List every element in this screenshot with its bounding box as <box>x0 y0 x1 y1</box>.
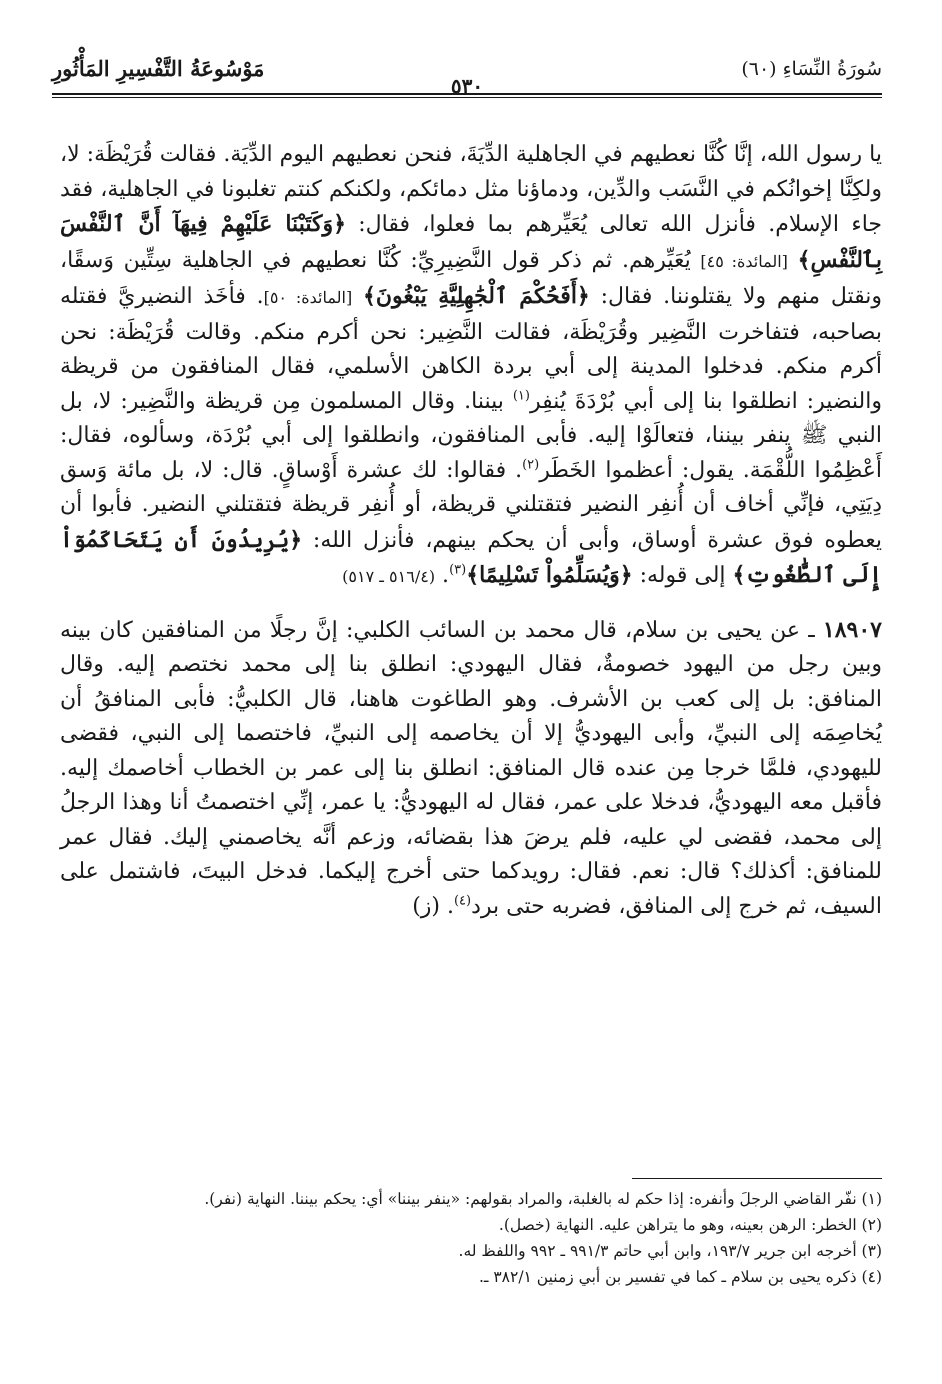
text-segment: بيننا. وقال المسلمون مِن قريظة والنَّضِير: لا، بل النبي ﷺ ينفر بيننا، فتعالَوْا إليه. فأبى المنافقون، وانطلقوا إلى أبي بُرْدَة، وسألوه، فقال: أَعْظِمُوا اللُّقْمَة. يقول: أعظموا الخَطَر <box>60 388 882 483</box>
footnote-1: (١) نفّر القاضي الرجلَ وأنفره: إذا حكم له بالغلبة، والمراد بقولهم: «ينفر بيننا» أي: يحكم بيننا. النهاية (نفر). <box>204 1190 882 1208</box>
footnote-marker[interactable]: (١) <box>512 388 530 404</box>
verse-reference: [المائدة: ٥٠] <box>263 288 353 307</box>
narration-entry <box>60 613 882 925</box>
footnote-2: (٢) الخطر: الرهن بعينه، وهو ما يتراهن عليه. النهاية (خصل). <box>498 1216 882 1234</box>
verse-reference: [المائدة: ٤٥] <box>700 251 788 271</box>
header-rule <box>52 93 882 95</box>
text-segment: إلى قوله: <box>632 563 733 588</box>
series-title: مَوْسُوعَةُ التَّفْسِيرِ المَأْثُورِ <box>52 56 265 81</box>
source-reference: (٥١٦/٤ ـ ٥١٧) <box>342 567 436 586</box>
footnote-divider <box>632 1178 882 1179</box>
footnote-marker[interactable]: (٢) <box>522 457 540 473</box>
surah-title: سُورَةُ النِّسَاءِ (٦٠) <box>741 58 882 80</box>
quran-verse: ﴿أَفَحُكْمَ ٱلْجَٰهِلِيَّةِ يَبْغُونَ﴾ <box>362 283 590 309</box>
main-text <box>60 138 882 924</box>
text-segment: يُعَيِّرهم. ثم ذكر قول النَّضِيرِيِّ: كُنَّا نعطيهم في الجاهلية سِتِّين وَسقًا، ونقتل منهم ولا يقتلوننا. فقال: <box>60 247 882 309</box>
text-segment: . (ز) <box>412 893 454 919</box>
page-number: ٥٣٠ <box>450 74 484 98</box>
entry-number: ١٨٩٠٧ <box>822 616 882 643</box>
text-segment: يا رسول الله، إنَّا كُنَّا نعطيهم في الجاهلية الدِّيَةَ، فنحن نعطيهم اليوم الدِّيَة. فقالت قُرَيْظَة: لا، ولكِنَّا إخوانُكم في النَّسَب والدِّين، ودماؤنا مثل دمائكم، ولكنكم كنتم تغلبونا في الجاهلية، فقد جاء الإسلام. فأنزل الله تعالى يُعَيِّرهم بما فعلوا، فقال: <box>60 142 882 237</box>
paragraph-continued <box>60 138 882 595</box>
footnote-4: (٤) ذكره يحيى بن سلام ـ كما في تفسير بن أبي زمنين ٣٨٢/١ ـ. <box>478 1268 882 1286</box>
footnote-marker[interactable]: (٤) <box>453 893 472 909</box>
quran-verse: ﴿وَكَتَبْنَا عَلَيْهِمْ فِيهَآ أَنَّ ٱلنَّفْسَ بِٱلنَّفْسِ﴾ <box>60 211 883 273</box>
text-segment: ـ عن يحيى بن سلام، قال محمد بن السائب الكلبي: إنَّ رجلًا من المنافقين كان بينه وبين رجل من اليهود خصومةٌ، فقال اليهودي: انطلق بنا إلى محمد نختصم إليه. وقال المنافق: بل إلى كعب بن الأشرف. وهو الطاغوت هاهنا، قال الكلبيُّ: فأبى المنافقُ أن يُخاصِمَه إلى النبيِّ، وأبى اليهوديُّ إلا أن يخاصمه إلى النبيِّ، فاختصما إلى النبي، فقضى لليهودي، فلمَّا خرجا مِن عنده قال المنافق: انطلق بنا إلى عمر بن الخطاب أخاصمك إليه. فأقبل معه اليهوديُّ، فدخلا على عمر، فقال له اليهوديُّ: يا عمر، إنِّي اختصمتُ أنا وهذا الرجلُ إلى محمد، فقضى لي عليه، فلم يرضَ هذا بقضائه، وزعم أنَّه يخاصمني إليك. فقال عمر للمنافق: أكذلك؟ قال: نعم. فقال: رويدكما حتى أخرج إليكما. فدخل البيتَ، فاشتمل على السيف، ثم خرج إلى المنافق، فضربه حتى برد <box>60 617 882 919</box>
footnote-3: (٣) أخرجه ابن جرير ١٩٣/٧، وابن أبي حاتم ٩٩١/٣ ـ ٩٩٢ واللفظ له. <box>458 1242 882 1260</box>
text-segment: . <box>435 563 450 588</box>
text-segment: . فقالوا: لك عشرة أَوْساقٍ. قال: لا، بل مائة وَسق دِيَتِي، فإنِّي أخاف أن أُنفِر النضير فتقتلني قريظة، أو أُنفِر قريظة فتقتلني النضير. فأبوا أن يعطوه فوق عشرة أوساق، وأبى أن يحكم بينهم، فأنزل الله: <box>60 457 882 553</box>
page-header <box>52 54 882 102</box>
quran-verse: ﴿وَيُسَلِّمُواْ تَسْلِيمًا﴾ <box>466 562 633 588</box>
footnotes <box>60 1186 882 1290</box>
quran-verse: ﴿يُرِيدُونَ أَن يَتَحَاكَمُوٓاْ إِلَى ٱلطَّٰغُوتِ﴾ <box>60 526 882 588</box>
text-segment: . فأخَذ النضيريَّ فقتله بصاحبه، فتفاخرت النَّضِير وقُرَيْظَة، فقالت النَّضِير: نحن أكرم منكم. وقالت قُرَيْظَة: نحن أكرم منكم. فدخلوا المدينة إلى أبي بردة الكاهن الأسلمي، فقال المنافقون من قريظة والنضير: انطلقوا بنا إلى أبي بُرْدَةَ يُنفِر <box>60 284 882 414</box>
footnote-marker[interactable]: (٣) <box>449 562 467 578</box>
header-rule-thin <box>52 97 882 98</box>
